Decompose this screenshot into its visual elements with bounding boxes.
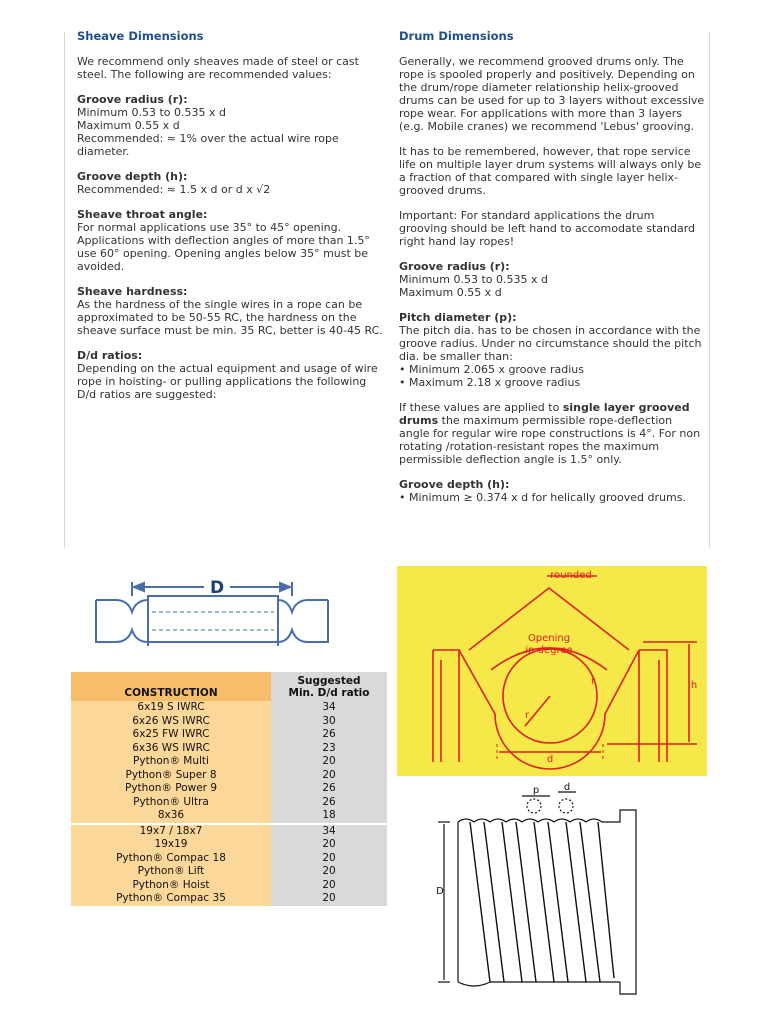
rope-section-2 [559, 799, 573, 813]
ratio-cell: 20 [271, 892, 387, 906]
construction-cell: Python® Power 9 [71, 782, 271, 796]
groove-1 [470, 822, 504, 982]
header-ratio [271, 672, 387, 701]
drum-pitch-diameter [399, 311, 705, 389]
ratio-cell: 18 [271, 809, 387, 824]
ratio-cell: 20 [271, 838, 387, 852]
sheave-drawing [92, 566, 382, 656]
sheave-groove-depth [77, 170, 387, 196]
table-row [71, 715, 387, 729]
single-layer-paragraph [399, 401, 705, 466]
pitch-min: • Minimum 2.065 x groove radius [399, 363, 584, 376]
construction-cell: 6x26 WS IWRC [71, 715, 271, 729]
table-row [71, 852, 387, 866]
construction-cell: Python® Lift [71, 865, 271, 879]
drum-d-label: d [563, 782, 571, 793]
drum-groove-depth-heading: Groove depth (h): [399, 478, 510, 491]
construction-cell: 19x19 [71, 838, 271, 852]
groove-radius-heading: Groove radius (r): [77, 93, 188, 106]
single-layer-bold: single layer grooved drums [399, 401, 690, 427]
ratio-cell: 30 [271, 715, 387, 729]
drum-groove-radius [399, 260, 705, 299]
groove-3 [534, 822, 568, 982]
right-column-rule [709, 32, 710, 548]
table-row [71, 796, 387, 810]
table-row [71, 865, 387, 879]
groove-5 [598, 822, 614, 978]
sheave-throat-angle [77, 208, 387, 273]
single-layer-post: the maximum permissible rope-deflection angle for regular wire rope constructions is 4°. For non rotating /rotation-resistant ropes the maximum permissible deflection angle is 1.5° only. [399, 414, 701, 466]
drum-dimensions-title: Drum Dimensions [399, 29, 514, 43]
ratio-cell: 26 [271, 782, 387, 796]
rope-section-1 [527, 799, 541, 813]
table-row [71, 809, 387, 824]
drum-drawing [430, 782, 680, 1002]
ratio-cell: 26 [271, 728, 387, 742]
ratio-cell: 34 [271, 701, 387, 715]
table-row [71, 824, 387, 839]
table-row [71, 769, 387, 783]
table-row [71, 755, 387, 769]
groove-radius-max: Maximum 0.55 x d [77, 119, 180, 132]
ratio-cell: 23 [271, 742, 387, 756]
construction-cell: Python® Super 8 [71, 769, 271, 783]
drum-p-label: p [532, 785, 540, 796]
table-row [71, 701, 387, 715]
drum-dimensions-column [399, 30, 705, 516]
pitch-diameter-heading: Pitch diameter (p): [399, 311, 517, 324]
construction-cell: Python® Compac 18 [71, 852, 271, 866]
ratio-cell: 20 [271, 879, 387, 893]
header-ratio-line1: Suggested [297, 675, 361, 687]
dd-ratio-table [71, 672, 387, 906]
groove-2 [502, 822, 536, 982]
construction-cell: 8x36 [71, 809, 271, 824]
construction-cell: 19x7 / 18x7 [71, 824, 271, 839]
rounded-label: rounded [550, 570, 592, 581]
drum-radius-max: Maximum 0.55 x d [399, 286, 502, 299]
table-row [71, 742, 387, 756]
left-column-rule [64, 32, 65, 548]
throat-angle-heading: Sheave throat angle: [77, 208, 208, 221]
construction-cell: Python® Ultra [71, 796, 271, 810]
groove-radius-recommended: Recommended: ≈ 1% over the actual wire rope diameter. [77, 132, 339, 158]
r-label: r [524, 710, 530, 721]
groove-radius-min: Minimum 0.53 to 0.535 x d [77, 106, 226, 119]
construction-cell: 6x25 FW IWRC [71, 728, 271, 742]
ratio-cell: 26 [271, 796, 387, 810]
dd-ratios-text: Depending on the actual equipment and usage of wire rope in hoisting- or pulling applications the following D/d ratios are suggested: [77, 362, 378, 401]
drum-radius-min: Minimum 0.53 to 0.535 x d [399, 273, 548, 286]
construction-cell: 6x36 WS IWRC [71, 742, 271, 756]
drum-p3: Important: For standard applications the drum grooving should be left hand to accomodate standard right hand lay ropes! [399, 209, 696, 248]
table-row [71, 879, 387, 893]
pitch-diameter-text: The pitch dia. has to be chosen in accordance with the groove radius. Under no circumstance should the pitch dia. be smaller than: [399, 324, 702, 363]
single-layer-pre: If these values are applied to [399, 401, 563, 414]
drum-groove-radius-heading: Groove radius (r): [399, 260, 510, 273]
sheave-d-label: D [209, 578, 225, 598]
sheave-top-outline [96, 596, 328, 612]
d-dim-arrow-left [134, 583, 144, 591]
h-label: h [690, 680, 698, 691]
pitch-max: • Maximum 2.18 x groove radius [399, 376, 581, 389]
table-row [71, 728, 387, 742]
drum-p1: Generally, we recommend grooved drums only. The rope is spooled properly and positively. Depending on the drum/rope diameter relationship helix-grooved drums can be used for up to 3 layers without excessive rope wear. For applications with more than 3 layers (e.g. Mobile cranes) we recommend 'Lebus' grooving. [399, 55, 705, 133]
construction-cell: Python® Compac 35 [71, 892, 271, 906]
sheave-intro: We recommend only sheaves made of steel or cast steel. The following are recommended values: [77, 55, 359, 81]
sheave-dd-ratios [77, 349, 387, 401]
construction-cell: Python® Multi [71, 755, 271, 769]
opening-label-1: Opening [527, 633, 571, 644]
ratio-cell: 20 [271, 755, 387, 769]
r2-label: r [590, 676, 596, 687]
d-dim-arrow-right [280, 583, 290, 591]
ratio-cell: 34 [271, 824, 387, 839]
ratio-cell: 20 [271, 769, 387, 783]
sheave-groove-radius [77, 93, 387, 158]
hardness-text: As the hardness of the single wires in a rope can be approximated to be 50-55 RC, the hardness on the sheave surface must be min. 35 RC, better is 40-45 RC. [77, 298, 383, 337]
header-construction: CONSTRUCTION [71, 672, 271, 701]
ratio-cell: 20 [271, 865, 387, 879]
sheave-dimensions-column [77, 30, 387, 413]
sheave-bottom-outline [96, 600, 328, 642]
drum-groove-depth [399, 478, 705, 504]
groove-depth-recommended: Recommended: ≈ 1.5 x d or d x √2 [77, 183, 271, 196]
drum-bottom [458, 982, 620, 986]
drum-outline-top [458, 810, 636, 994]
dd-ratios-heading: D/d ratios: [77, 349, 143, 362]
drum-p2: It has to be remembered, however, that rope service life on multiple layer drum systems will always only be a fraction of that compared with single layer helix-grooved drums. [399, 145, 702, 197]
drum-groove-depth-min: • Minimum ≥ 0.374 x d for helically grooved drums. [399, 491, 686, 504]
sheave-hardness [77, 285, 387, 337]
table-row [71, 782, 387, 796]
header-ratio-line2: Min. D/d ratio [288, 687, 370, 699]
groove-depth-heading: Groove depth (h): [77, 170, 188, 183]
drum-D-label: D [436, 886, 444, 897]
table-row [71, 838, 387, 852]
d-label: d [546, 754, 554, 765]
table-row [71, 892, 387, 906]
throat-angle-text: For normal applications use 35° to 45° opening. Applications with deflection angles of more than 1.5° use 60° opening. Opening angles below 35° must be avoided. [77, 221, 370, 273]
opening-label-2: in degree [525, 645, 573, 656]
ratio-cell: 20 [271, 852, 387, 866]
groove-profile-drawing [397, 566, 707, 776]
sheave-dimensions-title: Sheave Dimensions [77, 29, 204, 43]
hardness-heading: Sheave hardness: [77, 285, 188, 298]
construction-cell: Python® Hoist [71, 879, 271, 893]
construction-cell: 6x19 S IWRC [71, 701, 271, 715]
groove-4 [566, 822, 600, 982]
